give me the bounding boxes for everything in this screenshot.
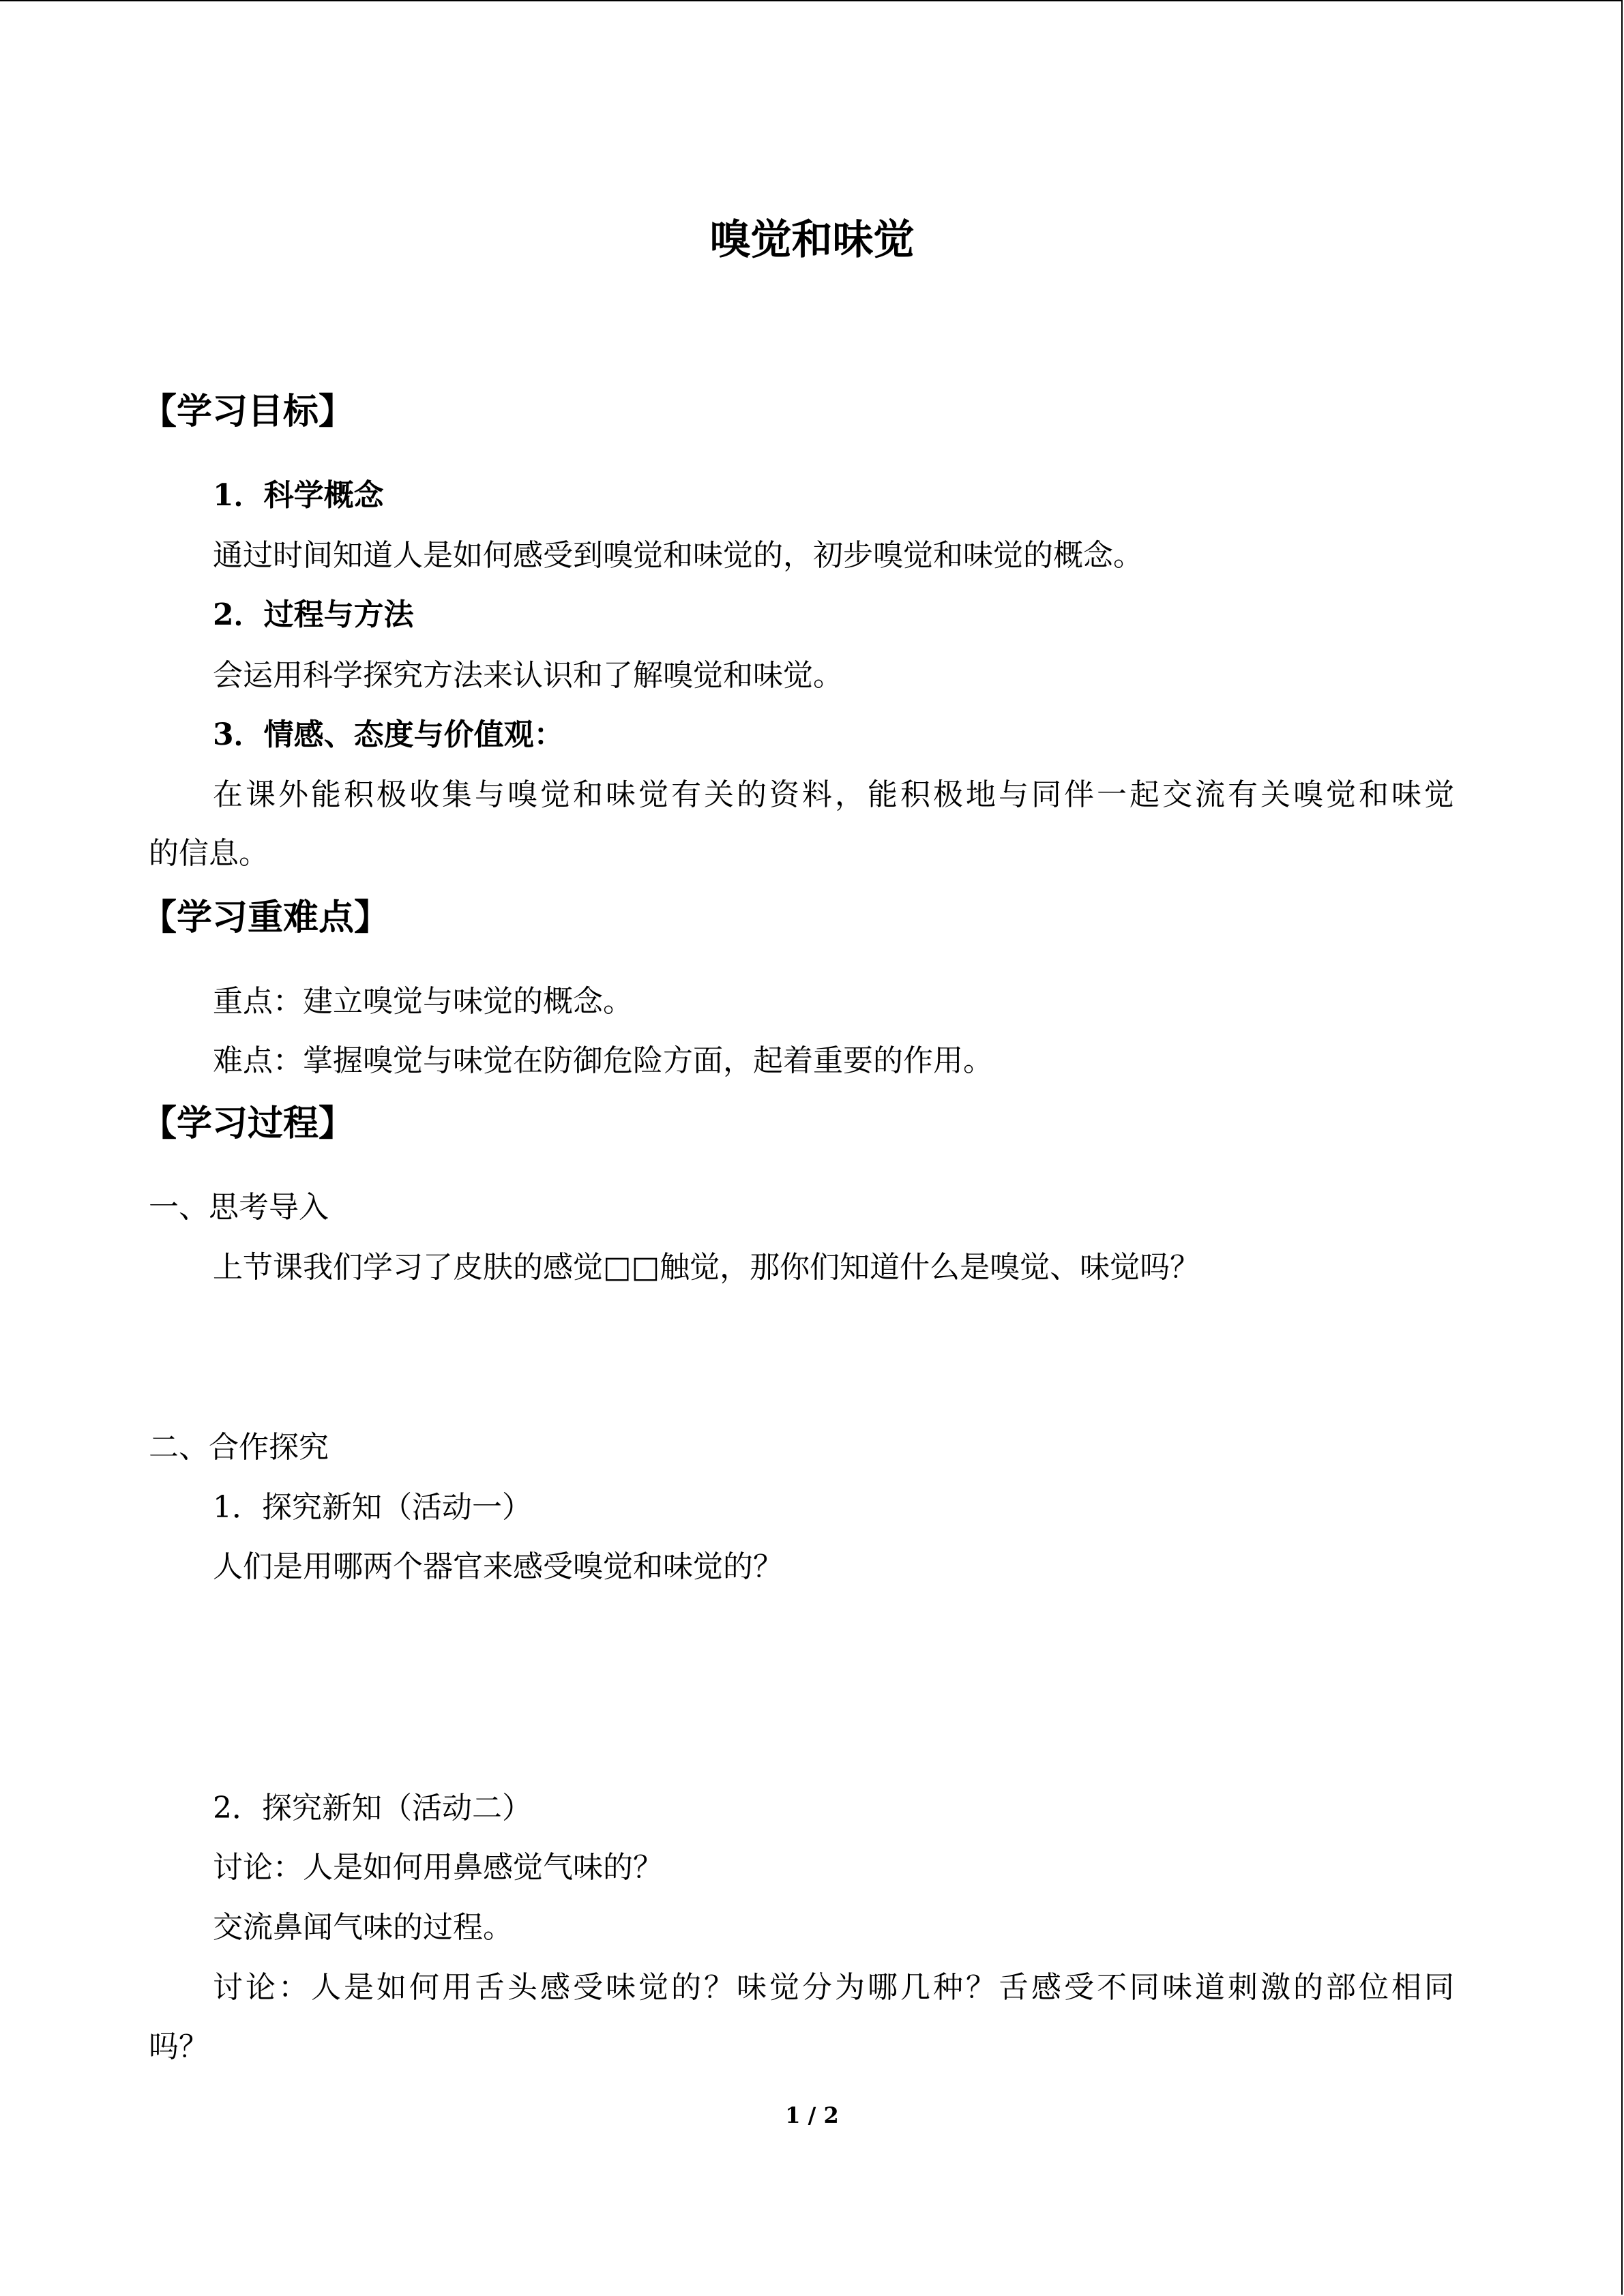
activity-2-discussion-2-line-1: 讨论：人是如何用舌头感受味觉的？味觉分为哪几种？舌感受不同味道刺激的部位相同 xyxy=(213,1970,1454,2005)
section-heading-goals: 【学习目标】 xyxy=(141,391,355,432)
activity-2-exchange: 交流鼻闻气味的过程。 xyxy=(213,1910,513,1945)
goal-item-2-heading: 2．过程与方法 xyxy=(213,597,414,632)
key-point-difficulty: 难点：掌握嗅觉与味觉在防御危险方面，起着重要的作用。 xyxy=(213,1043,993,1078)
document-title: 嗅觉和味觉 xyxy=(709,216,915,264)
activity-1-question: 人们是用哪两个器官来感受嗅觉和味觉的？ xyxy=(213,1549,783,1584)
goal-item-2-text: 会运用科学探究方法来认识和了解嗅觉和味觉。 xyxy=(213,658,843,693)
key-point-focus: 重点：建立嗅觉与味觉的概念。 xyxy=(213,984,633,1019)
goal-item-3-heading: 3．情感、态度与价值观： xyxy=(213,717,564,752)
activity-2-heading: 2．探究新知（活动二） xyxy=(213,1791,532,1825)
process-part-1-text: 上节课我们学习了皮肤的感觉□□触觉，那你们知道什么是嗅觉、味觉吗？ xyxy=(213,1250,1200,1285)
activity-1-heading: 1．探究新知（活动一） xyxy=(213,1490,532,1525)
goal-item-1-heading: 1．科学概念 xyxy=(213,478,384,513)
goal-item-3-text-line-1: 在课外能积极收集与嗅觉和味觉有关的资料，能积极地与同伴一起交流有关嗅觉和味觉 xyxy=(213,777,1454,812)
goal-item-1-text: 通过时间知道人是如何感受到嗅觉和味觉的，初步嗅觉和味觉的概念。 xyxy=(213,538,1143,573)
section-heading-process: 【学习过程】 xyxy=(141,1103,355,1144)
goal-item-3-text-line-2: 的信息。 xyxy=(149,836,269,871)
page-number: 1 / 2 xyxy=(785,2102,839,2128)
process-part-1-heading: 一、思考导入 xyxy=(149,1190,329,1225)
process-part-2-heading: 二、合作探究 xyxy=(149,1430,329,1465)
activity-2-discussion-2-line-2: 吗？ xyxy=(149,2029,209,2064)
section-heading-key-points: 【学习重难点】 xyxy=(141,897,390,938)
activity-2-discussion-1: 讨论：人是如何用鼻感觉气味的？ xyxy=(213,1850,663,1885)
